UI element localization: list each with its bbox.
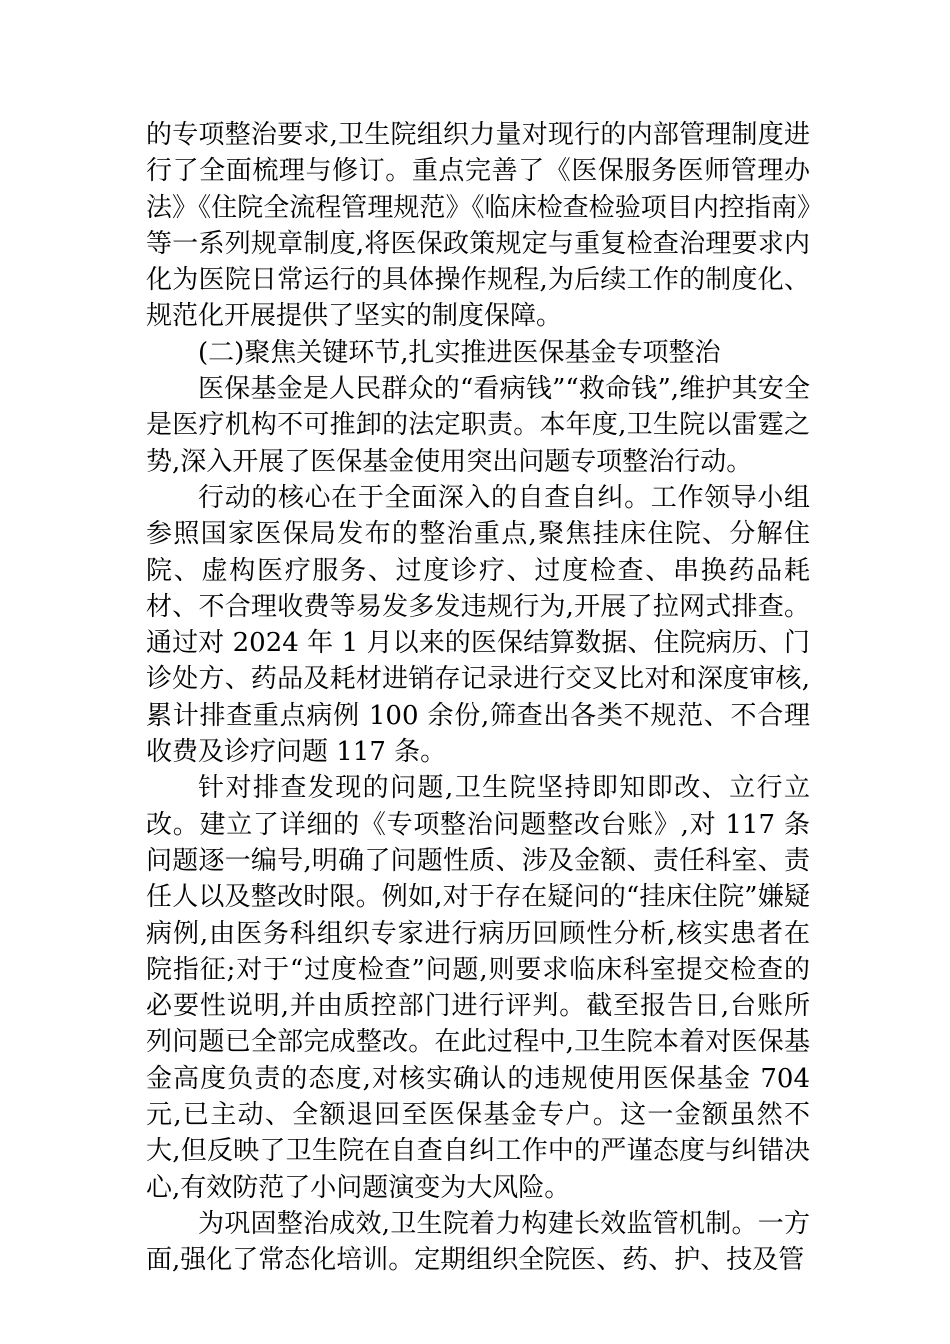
paragraph-continuation: 的专项整治要求,卫生院组织力量对现行的内部管理制度进行了全面梳理与修订。重点完善了《医保服务医师管理办法》《住院全流程管理规范》《临床检查检验项目内控指南》等一系列规章制度,将医保政策规定与重复检查治理要求内化为医院日常运行的具体操作规程,为后续工作的制度化、规范化开展提供了坚实的制度保障。 [146, 120, 810, 332]
paragraph-self-check: 行动的核心在于全面深入的自查自纠。工作领导小组参照国家医保局发布的整治重点,聚焦挂床住院、分解住院、虚构医疗服务、过度诊疗、过度检查、串换药品耗材、不合理收费等易发多发违规行为,开展了拉网式排查。通过对 2024 年 1 月以来的医保结算数据、住院病历、门诊处方、药品及耗材进销存记录进行交叉比对和深度审核,累计排查重点病例 100 余份,筛查出各类不规范、不合理收费及诊疗问题 117 条。 [146, 482, 810, 768]
paragraph-rectification: 针对排查发现的问题,卫生院坚持即知即改、立行立改。建立了详细的《专项整治问题整改台账》,对 117 条问题逐一编号,明确了问题性质、涉及金额、责任科室、责任人以及整改时限。例如,对于存在疑问的“挂床住院”嫌疑病例,由医务科组织专家进行病历回顾性分析,核实患者在院指征;对于“过度检查”问题,则要求临床科室提交检查的必要性说明,并由质控部门进行评判。截至报告日,台账所列问题已全部完成整改。在此过程中,卫生院本着对医保基金高度负责的态度,对核实确认的违规使用医保基金 704 元,已主动、全额退回至医保基金专户。这一金额虽然不大,但反映了卫生院在自查自纠工作中的严谨态度与纠错决心,有效防范了小问题演变为大风险。 [146, 773, 810, 1203]
paragraph-long-term: 为巩固整治成效,卫生院着力构建长效监管机制。一方面,强化了常态化培训。定期组织全院医、药、护、技及管 [146, 1208, 810, 1276]
paragraph-fund-safety: 医保基金是人民群众的“看病钱”“救命钱”,维护其安全是医疗机构不可推卸的法定职责。本年度,卫生院以雷霆之势,深入开展了医保基金使用突出问题专项整治行动。 [146, 374, 810, 477]
document-body [146, 117, 810, 1279]
section-heading: (二)聚焦关键环节,扎实推进医保基金专项整治 [198, 337, 721, 368]
